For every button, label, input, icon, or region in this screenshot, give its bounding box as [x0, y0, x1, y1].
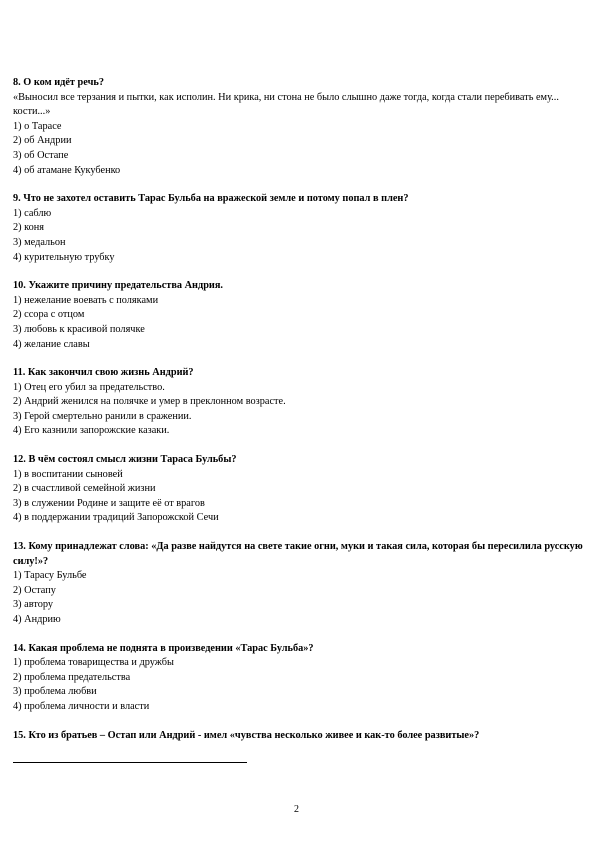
answer-options [13, 656, 583, 714]
answer-option: 3) об Остапе [13, 149, 69, 161]
answer-option: 2) в счастливой семейной жизни [13, 483, 156, 495]
answer-option: 4) проблема личности и власти [13, 700, 150, 712]
answer-option: 2) коня [13, 222, 45, 234]
question-title: 12. В чём состоял смысл жизни Тараса Бульбы? [13, 454, 237, 466]
answer-option: 3) автору [13, 599, 54, 611]
answer-option: 1) о Тарасе [13, 120, 62, 132]
question-title: 14. Какая проблема не поднята в произведении «Тарас Бульба»? [13, 642, 314, 654]
answer-options [13, 468, 583, 526]
question-title: 8. О ком идёт речь? [13, 77, 105, 88]
answer-option: 3) любовь к красивой полячке [13, 323, 145, 335]
document-page [13, 76, 583, 757]
answer-option: 2) проблема предательства [13, 671, 131, 683]
answer-option: 4) об атамане Кукубенко [13, 164, 121, 176]
question-12 [13, 453, 583, 526]
answer-option: 2) Андрий женился на полячке и умер в преклонном возрасте. [13, 396, 286, 408]
answer-option: 2) об Андрии [13, 135, 72, 147]
answer-option: 4) желание славы [13, 338, 90, 350]
answer-option: 1) нежелание воевать с поляками [13, 294, 159, 306]
answer-option: 1) проблема товарищества и дружбы [13, 657, 174, 669]
answer-option: 1) в воспитании сыновей [13, 468, 123, 480]
answer-option: 1) саблю [13, 207, 52, 219]
answer-options [13, 569, 583, 627]
question-title: 10. Укажите причину предательства Андрия. [13, 280, 223, 292]
answer-option: 4) курительную трубку [13, 251, 115, 263]
answer-option: 3) проблема любви [13, 686, 97, 698]
question-15 [13, 729, 583, 744]
answer-options [13, 120, 583, 178]
answer-option: 4) Андрию [13, 614, 61, 625]
page-number: 2 [294, 804, 299, 815]
answer-option: 4) в поддержании традиций Запорожской Сечи [13, 512, 219, 524]
answer-option: 3) Герой смертельно ранили в сражении. [13, 410, 192, 422]
answer-option: 4) Его казнили запорожские казаки. [13, 425, 170, 437]
answer-options [13, 207, 583, 265]
question-8 [13, 76, 583, 178]
answer-options [13, 294, 583, 352]
answer-option: 2) Остапу [13, 584, 56, 596]
question-title: 13. Кому принадлежат слова: «Да разве найдутся на свете такие огни, муки и такая сила, которая бы пересилила русскую силу!»? [13, 541, 583, 567]
answer-blank-line [13, 762, 247, 763]
question-11 [13, 366, 583, 439]
question-quote: «Выносил все терзания и пытки, как исполин. Ни крика, ни стона не было слышно даже тогда, когда стали перебивать ему... кости...» [13, 91, 559, 118]
answer-option: 1) Тарасу Бульбе [13, 570, 87, 582]
answer-option: 1) Отец его убил за предательство. [13, 381, 165, 393]
answer-option: 3) медальон [13, 236, 66, 248]
answer-option: 3) в служении Родине и защите её от врагов [13, 497, 205, 509]
question-14 [13, 642, 583, 715]
question-title: 11. Как закончил свою жизнь Андрий? [13, 367, 194, 379]
question-10 [13, 279, 583, 352]
question-13 [13, 540, 583, 628]
question-title: 9. Что не захотел оставить Тарас Бульба на вражеской земле и потому попал в плен? [13, 193, 409, 205]
answer-option: 2) ссора с отцом [13, 309, 85, 321]
answer-options [13, 381, 583, 439]
question-title: 15. Кто из братьев – Остап или Андрий - имел «чувства несколько живее и как-то более развитые»? [13, 729, 480, 741]
question-9 [13, 192, 583, 265]
